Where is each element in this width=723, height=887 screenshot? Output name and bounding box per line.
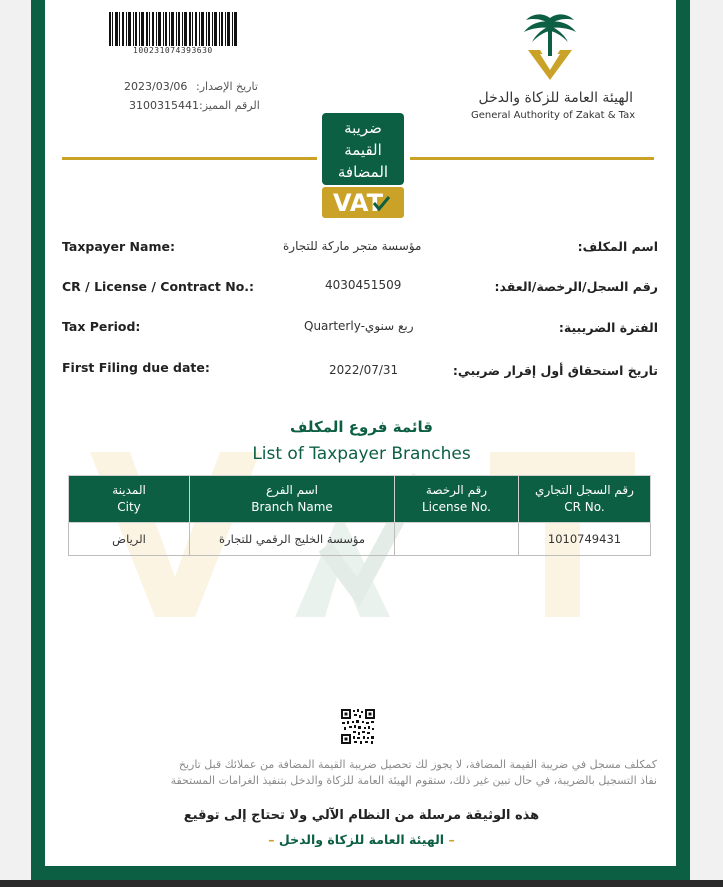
footer-auto-generated: هذه الوثيقة مرسلة من النظام الآلي ولا تحتاج إلى توقيع <box>183 808 540 823</box>
col-header-city-en: City <box>117 500 141 514</box>
gold-rule-right <box>410 157 654 160</box>
vat-badge-logo <box>322 113 404 218</box>
branches-table <box>68 475 651 556</box>
issue-date-label: تاريخ الإصدار: <box>196 80 258 93</box>
col-header-branch-en: Branch Name <box>251 500 333 514</box>
footer-authority: – الهيئة العامة للزكاة والدخل – <box>268 832 455 847</box>
col-header-city-ar: المدينة <box>112 483 146 497</box>
vat-notice <box>64 757 657 789</box>
col-header-city <box>69 476 190 523</box>
badge-line-2: القيمة <box>344 141 382 159</box>
authority-name-ar: الهيئة العامة للزكاة والدخل <box>478 90 633 106</box>
cr-license-value: 4030451509 <box>325 278 402 292</box>
taxpayer-name-label-ar: اسم المكلف: <box>577 239 658 254</box>
authority-name-en: General Authority of Zakat & Tax <box>471 110 636 121</box>
frame-bottom <box>31 866 690 880</box>
tax-period-label: Tax Period: <box>62 319 141 334</box>
col-header-cr-ar: رقم السجل التجاري <box>535 483 634 497</box>
cr-license-label: CR / License / Contract No.: <box>62 279 255 294</box>
col-header-license-ar: رقم الرخصة <box>425 483 488 497</box>
badge-line-3: المضافة <box>337 163 389 181</box>
cell-city: الرياض <box>69 523 190 556</box>
col-header-license <box>395 476 519 523</box>
taxpayer-name-value: مؤسسة متجر ماركة للتجارة <box>283 239 422 253</box>
col-header-cr-en: CR No. <box>564 500 605 514</box>
authority-palm-emblem <box>520 10 580 82</box>
first-filing-label-ar: تاريخ استحقاق أول إقرار ضريبي: <box>452 363 658 378</box>
table-header-row <box>69 476 651 523</box>
barcode <box>109 12 237 48</box>
notice-line-1: كمكلف مسجل في ضريبة القيمة المضافة، لا يجوز لك تحصيل ضريبة القيمة المضافة من عملائك قبل تاريخ <box>178 758 657 771</box>
first-filing-value: 2022/07/31 <box>329 363 399 377</box>
issue-date-value: 2023/03/06 <box>124 80 188 93</box>
tax-period-value: Quarterly-ربع سنوي <box>304 319 414 333</box>
tax-period-label-ar: الفترة الضريبية: <box>558 320 658 335</box>
viewer-bottom-strip <box>0 880 723 887</box>
first-filing-label: First Filing due date: <box>62 360 210 375</box>
col-header-branch <box>190 476 395 523</box>
notice-line-2: نفاذ التسجيل بالضريبة، في حال تبين غير ذلك، ستقوم الهيئة العامة للزكاة والدخل بتنفيذ الغرامات المستحقة <box>170 774 657 787</box>
cell-branch: مؤسسة الخليج الرقمي للتجارة <box>190 523 395 556</box>
unique-id-value: 3100315441 <box>129 99 199 112</box>
badge-line-1: ضريبة <box>344 119 382 137</box>
taxpayer-name-label: Taxpayer Name: <box>62 239 175 254</box>
table-row <box>69 523 651 556</box>
branches-title-en: List of Taxpayer Branches <box>252 444 471 464</box>
col-header-branch-ar: اسم الفرع <box>265 483 319 497</box>
col-header-cr <box>519 476 651 523</box>
gold-rule-left <box>62 157 317 160</box>
barcode-number: 100231074393630 <box>133 46 213 55</box>
badge-vat-text: VAT <box>332 189 384 217</box>
cell-license <box>395 523 519 556</box>
col-header-license-en: License No. <box>422 500 491 514</box>
unique-id-label: الرقم المميز: <box>199 99 260 112</box>
branches-title-ar: قائمة فروع المكلف <box>290 418 433 436</box>
cr-license-label-ar: رقم السجل/الرخصة/العقد: <box>494 279 658 294</box>
qr-code <box>341 709 375 744</box>
cell-cr: 1010749431 <box>519 523 651 556</box>
footer-authority-name: الهيئة العامة للزكاة والدخل <box>278 832 445 847</box>
